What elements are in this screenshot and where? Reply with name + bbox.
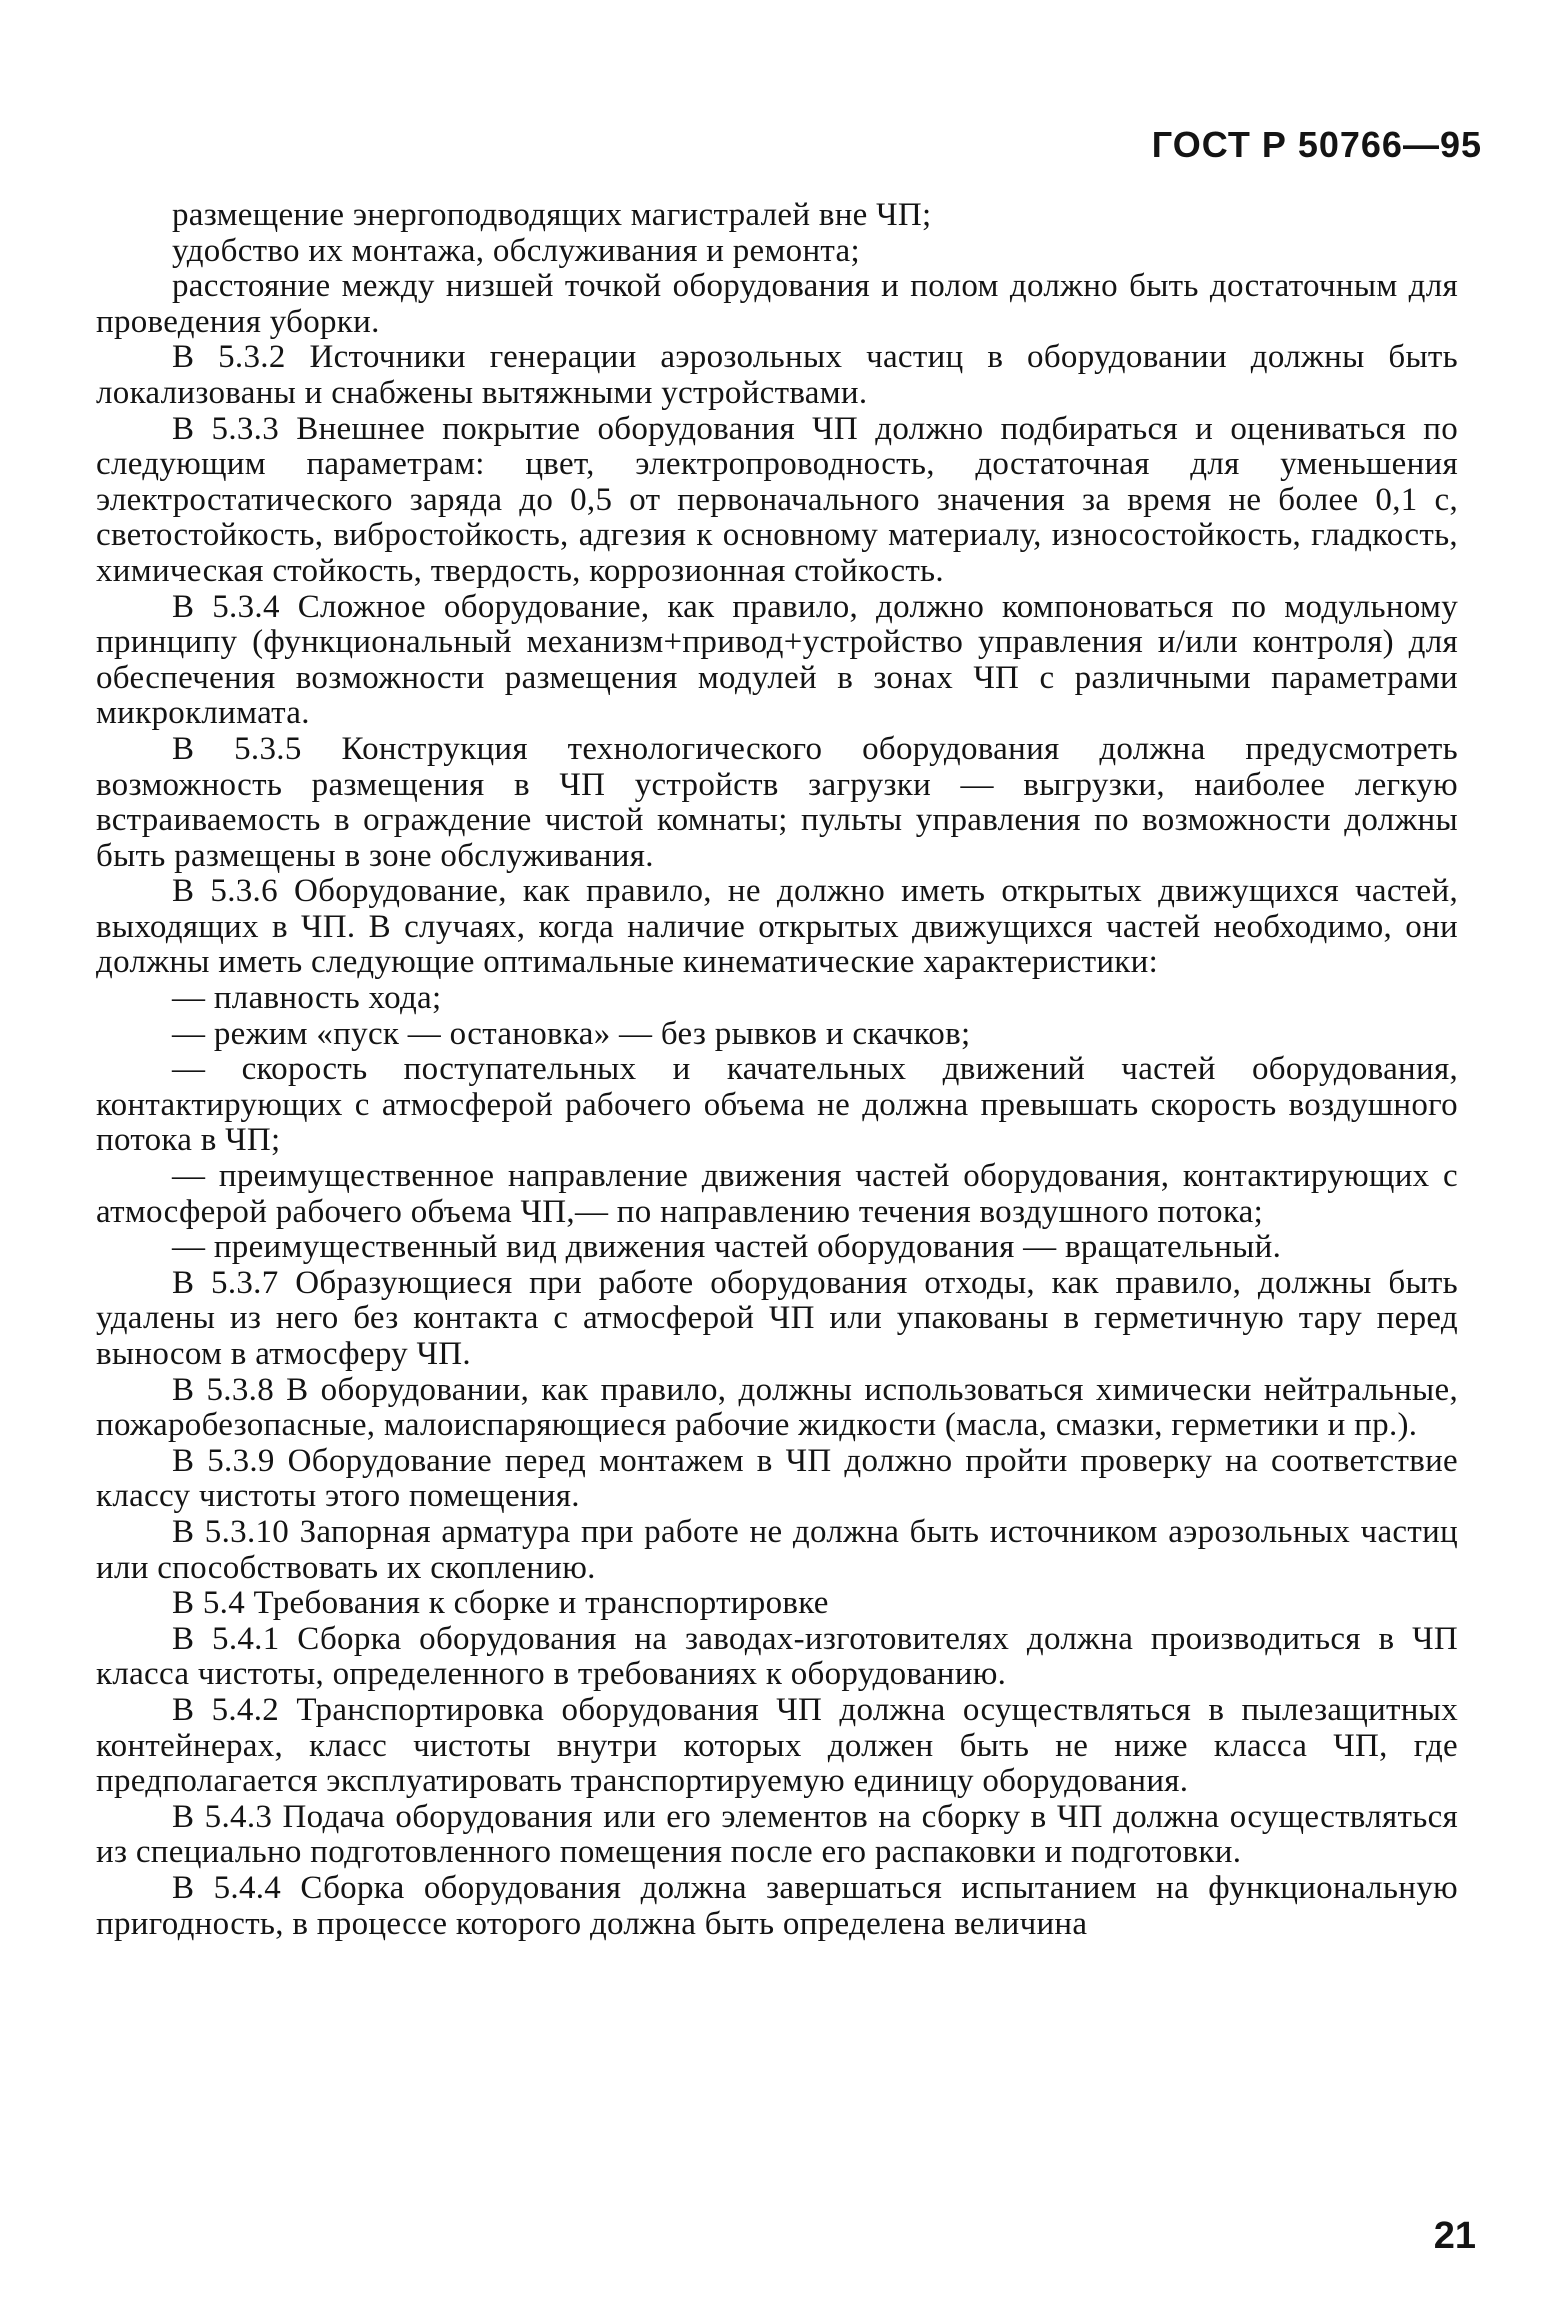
paragraph: В 5.3.9 Оборудование перед монтажем в ЧП должно пройти проверку на соответствие классу чистоты этого помещения. xyxy=(96,1442,1458,1515)
paragraph: В 5.4.1 Сборка оборудования на заводах-изготовителях должна производиться в ЧП класса чистоты, определенного в требованиях к оборудованию. xyxy=(96,1620,1458,1693)
paragraph: В 5.3.8 В оборудовании, как правило, должны использоваться химически нейтральные, пожаробезопасные, малоиспаряющиеся рабочие жидкости (масла, смазки, герметики и пр.). xyxy=(96,1371,1458,1444)
section-heading: В 5.4 Требования к сборке и транспортировке xyxy=(172,1585,829,1622)
paragraph: В 5.3.3 Внешнее покрытие оборудования ЧП должно подбираться и оцениваться по следующим параметрам: цвет, электропроводность, достаточная для уменьшения электростатического заряда до 0,5 от первоначального значения за время не более 0,1 с, светостойкость, вибростойкость, адгезия к основному материалу, износостойкость, гладкость, химическая стойкость, твердость, коррозионная стойкость. xyxy=(96,410,1458,589)
paragraph: В 5.3.5 Конструкция технологического оборудования должна предусмотреть возможность размещения в ЧП устройств загрузки — выгрузки, наиболее легкую встраиваемость в ограждение чистой комнаты; пульты управления по возможности должны быть размещены в зоне обслуживания. xyxy=(96,730,1458,874)
paragraph: В 5.4.3 Подача оборудования или его элементов на сборку в ЧП должна осуществляться из специально подготовленного помещения после его распаковки и подготовки. xyxy=(96,1798,1458,1871)
document-body xyxy=(96,198,1458,1942)
paragraph: В 5.3.6 Оборудование, как правило, не должно иметь открытых движущихся частей, выходящих в ЧП. В случаях, когда наличие открытых движущихся частей необходимо, они должны иметь следующие оптимальные кинематические характеристики: xyxy=(96,873,1458,981)
paragraph: В 5.3.10 Запорная арматура при работе не должна быть источником аэрозольных частиц или способствовать их скоплению. xyxy=(96,1513,1458,1586)
paragraph: В 5.4.2 Транспортировка оборудования ЧП должна осуществляться в пылезащитных контейнерах, класс чистоты внутри которых должен быть не ниже класса ЧП, где предполагается эксплуатировать транспортируемую единицу оборудования. xyxy=(96,1691,1458,1800)
list-item: — преимущественное направление движения частей оборудования, контактирующих с атмосферой рабочего объема ЧП,— по направлению течения воздушного потока; xyxy=(96,1158,1458,1230)
paragraph: В 5.3.4 Сложное оборудование, как правило, должно компоноваться по модульному принципу (функциональный механизм+привод+устройство управления и/или контроля) для обеспечения возможности размещения модулей в зонах ЧП с различными параметрами микроклимата. xyxy=(96,588,1458,732)
list-item: — режим «пуск — остановка» — без рывков и скачков; xyxy=(172,1015,971,1052)
standard-code-header: ГОСТ Р 50766—95 xyxy=(1151,124,1482,165)
paragraph: размещение энергоподводящих магистралей вне ЧП; xyxy=(172,197,932,233)
paragraph: В 5.3.7 Образующиеся при работе оборудования отходы, как правило, должны быть удалены из него без контакта с атмосферой ЧП или упакованы в герметичную тару перед выносом в атмосферу ЧП. xyxy=(96,1264,1458,1372)
paragraph: удобство их монтажа, обслуживания и ремонта; xyxy=(172,232,860,269)
paragraph: В 5.3.2 Источники генерации аэрозольных частиц в оборудовании должны быть локализованы и снабжены вытяжными устройствами. xyxy=(96,339,1458,411)
list-item: — плавность хода; xyxy=(172,980,442,1017)
paragraph: расстояние между низшей точкой оборудования и полом должно быть достаточным для проведения уборки. xyxy=(96,268,1458,340)
list-item: — скорость поступательных и качательных движений частей оборудования, контактирующих с атмосферой рабочего объема не должна превышать скорость воздушного потока в ЧП; xyxy=(96,1051,1458,1159)
page-number: 21 xyxy=(1433,2215,1476,2257)
list-item: — преимущественный вид движения частей оборудования — вращательный. xyxy=(172,1229,1282,1266)
paragraph: В 5.4.4 Сборка оборудования должна завершаться испытанием на функциональную пригодность, в процессе которого должна быть определена величина xyxy=(96,1869,1458,1942)
